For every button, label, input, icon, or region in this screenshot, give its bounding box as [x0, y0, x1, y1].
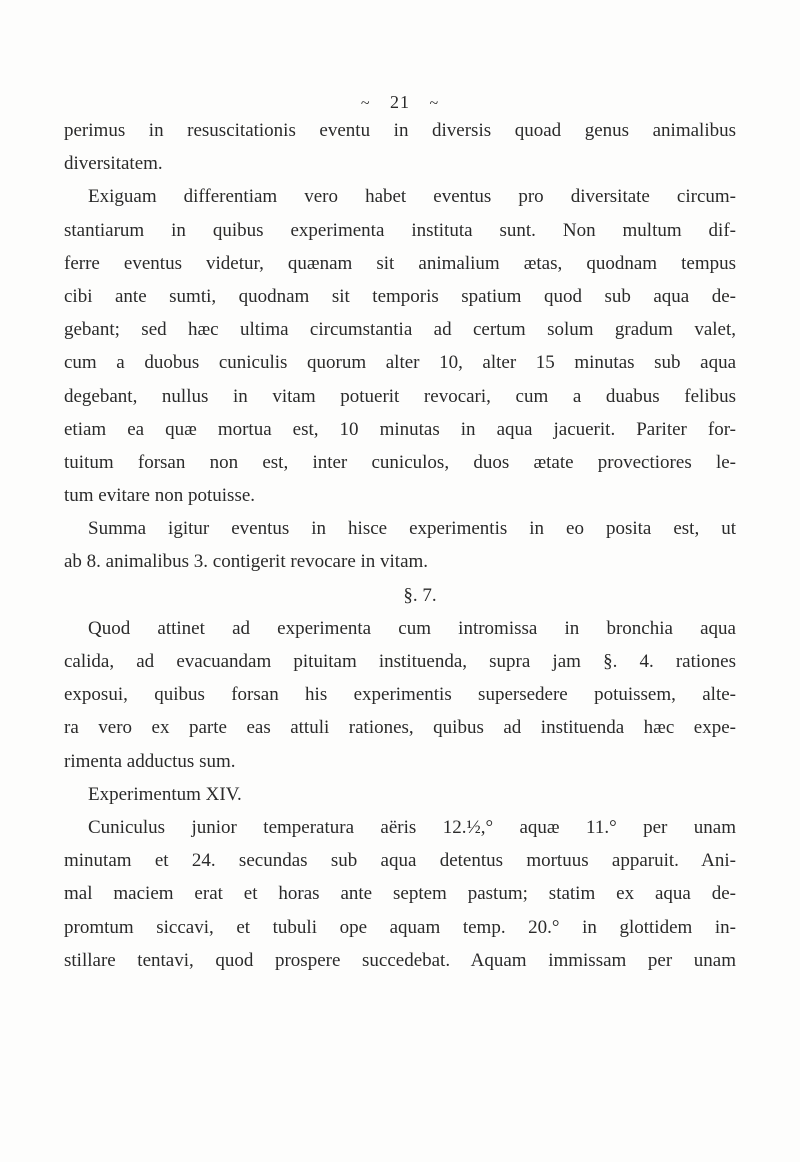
text-line: ab 8. animalibus 3. contigerit revocare in vitam.: [64, 551, 429, 573]
text-line: cum a duobus cuniculis quorum alter 10, alter 15 minutas sub aqua: [64, 352, 736, 374]
text-line: minutam et 24. secundas sub aqua detentus mortuus apparuit. Ani-: [64, 850, 736, 872]
paragraph-start-line: Exiguam differentiam vero habet eventus pro diversitate circum-: [88, 186, 736, 208]
text-line: stillare tentavi, quod prospere succedebat. Aquam immissam per unam: [64, 949, 736, 971]
page-number: 21: [390, 92, 410, 112]
text-line: stantiarum in quibus experimenta instituta sunt. Non multum dif-: [64, 219, 736, 241]
text-line: perimus in resuscitationis eventu in diversis quoad genus animalibus: [64, 120, 736, 141]
text-line: degebant, nullus in vitam potuerit revocari, cum a duabus felibus: [64, 385, 736, 407]
text-line: mal maciem erat et horas ante septem pastum; statim ex aqua de-: [64, 883, 736, 905]
text-line: diversitatem.: [64, 153, 163, 175]
paragraph-start-line: Cuniculus junior temperatura aëris 12.½,° aquæ 11.° per unam: [88, 816, 736, 838]
text-line: calida, ad evacuandam pituitam instituenda, supra jam §. 4. rationes: [64, 651, 736, 672]
text-line: exposui, quibus forsan his experimentis supersedere potuissem, alte-: [64, 684, 736, 706]
text-line: promtum siccavi, et tubuli ope aquam temp. 20.° in glottidem in-: [64, 916, 736, 938]
text-line: ra vero ex parte eas attuli rationes, quibus ad instituenda hæc expe-: [64, 717, 736, 739]
text-line: rimenta adductus sum.: [64, 750, 236, 772]
left-ornament: ~: [360, 95, 371, 112]
paragraph-start-line: Summa igitur eventus in hisce experimentis in eo posita est, ut: [88, 518, 736, 540]
page-header: [0, 92, 800, 113]
text-line: tuitum forsan non est, inter cuniculos, duos ætate provectiores le-: [64, 451, 736, 473]
section-heading: §. 7.: [403, 584, 437, 606]
experiment-heading: Experimentum XIV.: [88, 783, 242, 805]
text-line: tum evitare non potuisse.: [64, 485, 256, 507]
text-line: gebant; sed hæc ultima circumstantia ad certum solum gradum valet,: [64, 319, 736, 341]
text-line: ferre eventus videtur, quænam sit animalium ætas, quodnam tempus: [64, 252, 736, 274]
right-ornament: ~: [429, 95, 440, 112]
body-text: [64, 114, 736, 977]
text-line: etiam ea quæ mortua est, 10 minutas in aqua jacuerit. Pariter for-: [64, 418, 736, 440]
text-line: cibi ante sumti, quodnam sit temporis spatium quod sub aqua de-: [64, 285, 736, 307]
paragraph-start-line: Quod attinet ad experimenta cum intromissa in bronchia aqua: [88, 617, 736, 639]
